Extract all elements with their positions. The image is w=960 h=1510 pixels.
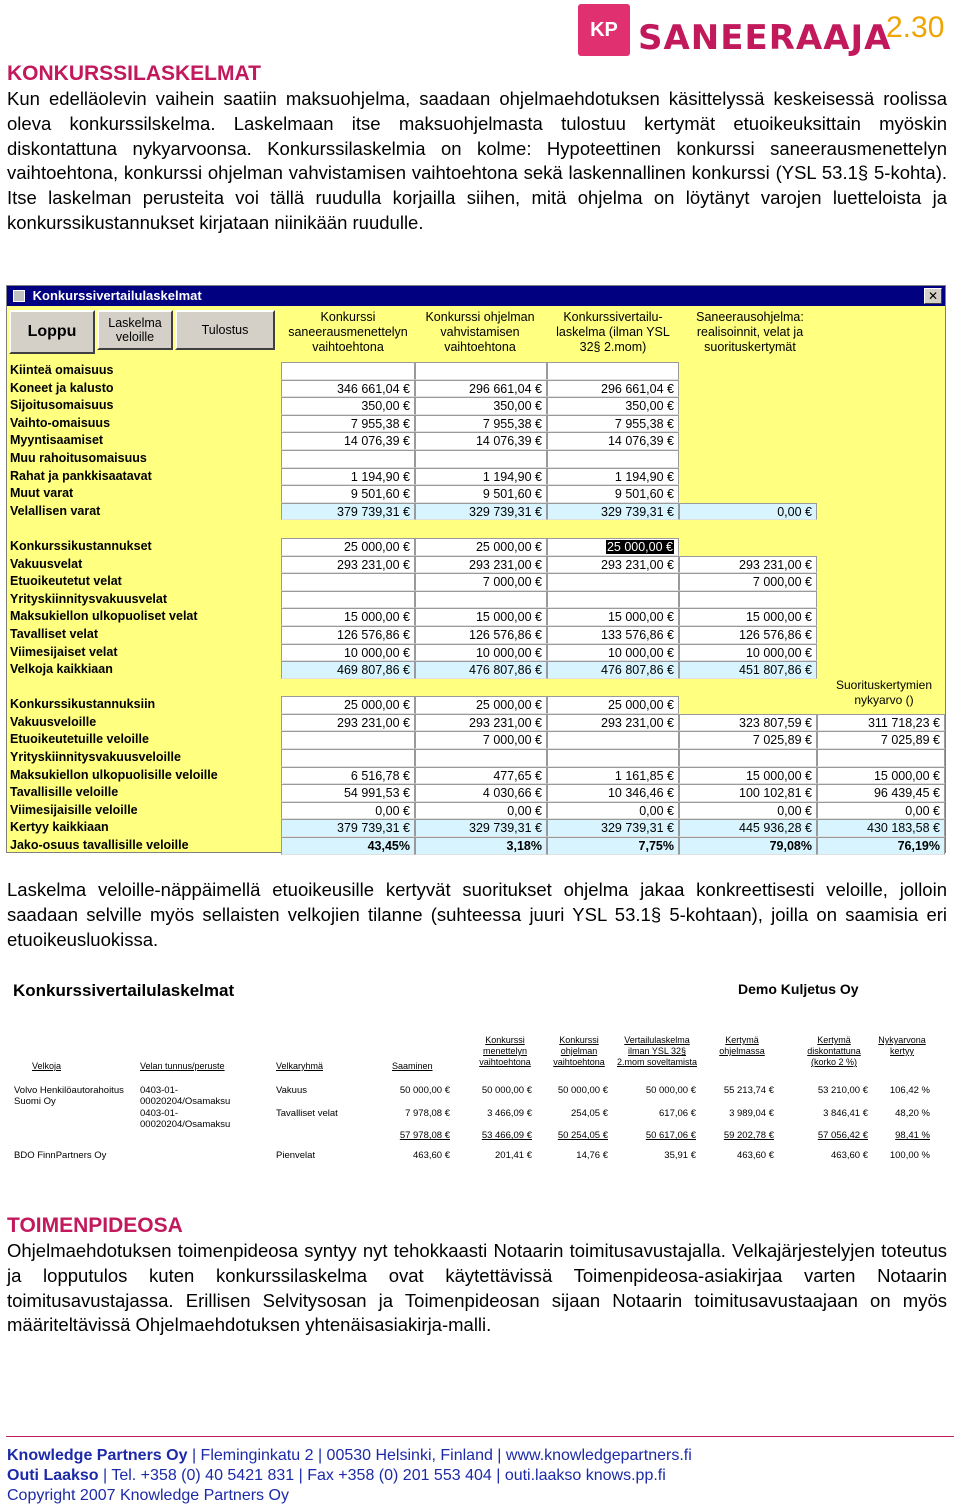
column-5-values bbox=[817, 362, 945, 855]
grid-cell[interactable] bbox=[679, 749, 817, 767]
row-label: Koneet ja kalusto bbox=[10, 380, 114, 395]
grid-cell[interactable]: 15 000,00 € bbox=[679, 767, 817, 785]
grid-cell[interactable] bbox=[415, 362, 547, 380]
report-value: 106,42 % bbox=[889, 1085, 930, 1096]
grid-cell[interactable]: 25 000,00 € bbox=[281, 696, 415, 714]
report-title: Konkurssivertailulaskelmat bbox=[13, 981, 235, 1000]
report-header-k2: Konkurssi ohjelman vaihtoehtona bbox=[553, 1035, 605, 1067]
grid-cell[interactable]: 96 439,45 € bbox=[817, 784, 945, 802]
row-label: Etuoikeutetuille veloille bbox=[10, 732, 149, 747]
grid-cell[interactable] bbox=[415, 450, 547, 468]
grid-cell[interactable]: 3,18% bbox=[415, 837, 547, 855]
grid-cell[interactable]: 379 739,31 € bbox=[281, 503, 415, 521]
grid-cell[interactable]: 0,00 € bbox=[679, 503, 817, 521]
grid-cell bbox=[281, 679, 415, 697]
report-header-velkoja: Velkoja bbox=[32, 1061, 62, 1071]
row-label: Muut varat bbox=[10, 486, 74, 501]
grid-cell[interactable]: 14 076,39 € bbox=[547, 432, 679, 450]
grid-cell bbox=[415, 520, 547, 538]
report-header-k3: Vertailulaskelma ilman YSL 32§ 2.mom soveltamista bbox=[616, 1035, 698, 1067]
footer-person: Outi Laakso bbox=[7, 1467, 99, 1484]
grid-cell[interactable]: 4 030,66 € bbox=[415, 784, 547, 802]
grid-cell[interactable]: 25 000,00 € bbox=[281, 538, 415, 556]
section-text-toimenpideosa: Ohjelmaehdotuksen toimenpideosa syntyy nyt tehokkaasti Notaarin toimitusavustajalla. Velkajärjestelyjen toteutus ja lopputulos kuten konkurssilaskelma ovat käytettävissä Toimenpideosa-asiakirjaa varten Notaarin toimitusavustajassa. Erillisen Selvitysosan ja Toimenpideosan sijaan Notaarin toimitusavustaajaan on myös määriteltävissä Ohjelmaehdotuksen yhtenäisasiakirja-malli. bbox=[7, 1240, 947, 1336]
grid-cell[interactable]: 15 000,00 € bbox=[817, 767, 945, 785]
grid-cell[interactable]: 9 501,60 € bbox=[547, 485, 679, 503]
grid-cell[interactable]: 14 076,39 € bbox=[415, 432, 547, 450]
report-value: 3 989,04 € bbox=[729, 1108, 774, 1119]
report-company: Demo Kuljetus Oy bbox=[738, 981, 859, 997]
grid-cell[interactable]: 7 000,00 € bbox=[415, 731, 547, 749]
report-value: 57 978,08 € bbox=[399, 1130, 450, 1141]
grid-cell[interactable]: 100 102,81 € bbox=[679, 784, 817, 802]
report-value: 50 000,00 € bbox=[557, 1085, 608, 1096]
grid-cell bbox=[817, 397, 945, 415]
row-label: Vaihto-omaisuus bbox=[10, 415, 111, 430]
grid-cell[interactable] bbox=[281, 591, 415, 609]
report-value: 59 202,78 € bbox=[723, 1130, 774, 1141]
grid-cell bbox=[679, 432, 817, 450]
grid-cell[interactable] bbox=[547, 731, 679, 749]
grid-cell bbox=[817, 626, 945, 644]
grid-cell[interactable]: 10 000,00 € bbox=[281, 644, 415, 662]
konkurssivertailu-window bbox=[6, 285, 946, 853]
grid-cell[interactable] bbox=[547, 450, 679, 468]
row-label: Yrityskiinnitysvakuusvelat bbox=[10, 591, 168, 606]
grid-cell[interactable] bbox=[281, 362, 415, 380]
grid-cell[interactable]: 126 576,86 € bbox=[281, 626, 415, 644]
column-1-values bbox=[281, 362, 415, 855]
row-label: Kertyy kaikkiaan bbox=[10, 820, 109, 835]
grid-cell[interactable]: 293 231,00 € bbox=[547, 556, 679, 574]
row-label: Rahat ja pankkisaatavat bbox=[10, 468, 152, 483]
grid-cell[interactable]: 329 739,31 € bbox=[547, 503, 679, 521]
report-value: 201,41 € bbox=[495, 1150, 532, 1161]
grid-cell[interactable]: 76,19% bbox=[817, 837, 945, 855]
grid-cell bbox=[679, 397, 817, 415]
grid-cell[interactable]: 293 231,00 € bbox=[281, 556, 415, 574]
grid-cell[interactable]: 7,75% bbox=[547, 837, 679, 855]
grid-cell[interactable]: 293 231,00 € bbox=[281, 714, 415, 732]
grid-cell bbox=[547, 520, 679, 538]
report-value: 35,91 € bbox=[664, 1150, 696, 1161]
grid-cell bbox=[679, 679, 817, 697]
grid-cell[interactable]: 0,00 € bbox=[547, 802, 679, 820]
window-titlebar bbox=[7, 286, 945, 306]
row-label: Jako-osuus tavallisille veloille bbox=[10, 838, 189, 853]
report-group-2: Tavalliset velat bbox=[276, 1108, 338, 1119]
report-header-k4: Kertymä ohjelmassa bbox=[719, 1035, 765, 1056]
grid-cell[interactable]: 25 000,00 € bbox=[415, 538, 547, 556]
grid-cell[interactable]: 323 807,59 € bbox=[679, 714, 817, 732]
grid-cell bbox=[817, 468, 945, 486]
footer-line-1 bbox=[7, 1446, 692, 1466]
row-label: Muu rahoitusomaisuus bbox=[10, 450, 147, 465]
grid-cell[interactable]: 1 194,90 € bbox=[415, 468, 547, 486]
grid-cell[interactable] bbox=[415, 591, 547, 609]
grid-cell[interactable]: 346 661,04 € bbox=[281, 380, 415, 398]
grid-cell[interactable]: 9 501,60 € bbox=[281, 485, 415, 503]
row-label: Vakuusveloille bbox=[10, 714, 97, 729]
grid-cell bbox=[817, 591, 945, 609]
grid-cell[interactable]: 43,45% bbox=[281, 837, 415, 855]
grid-cell[interactable]: 476 807,86 € bbox=[547, 661, 679, 679]
row-label: Konkurssikustannuksiin bbox=[10, 697, 156, 712]
section-text-laskelma-veloille: Laskelma veloille-näppäimellä etuoikeusille kertyvät suoritukset ohjelma jakaa konkreettisesti veloille, jolloin saadaan selville myös sellaisten velkojien tilanne (suhteessa juuri YSL 53.1§ 5-kohtaan), joilla on saamisia eri etuoikeusluokissa. bbox=[7, 879, 947, 950]
row-label bbox=[8, 679, 280, 697]
grid-cell[interactable] bbox=[281, 573, 415, 591]
grid-cell[interactable]: 329 739,31 € bbox=[547, 819, 679, 837]
grid-cell[interactable] bbox=[281, 450, 415, 468]
row-label: Viimesijaisille veloille bbox=[10, 802, 138, 817]
grid-cell[interactable]: 9 501,60 € bbox=[415, 485, 547, 503]
report-value: 53 210,00 € bbox=[817, 1085, 868, 1096]
grid-cell[interactable]: 14 076,39 € bbox=[281, 432, 415, 450]
section-text-konkurssilaskelmat: Kun edelläolevin vaihein saatiin maksuohjelma, saadaan ohjelmaehdotuksen käsittelyssä keskeisessä roolissa oleva konkurssilskelma. Laskelmaan itse maksuohjelmasta tulostuu kertymät etuoikeuksittain myöskin diskontattuna nykyarvoonsa. Konkurssilaskelmia on kolme: Hypoteettinen konkurssi saneerausmenettelyn vaihtoehtona, konkurssi ohjelman vahvistamisen vaihtoehtona sekä laskennallinen konkurssi (YSL 53.1§ 5-kohta). Itse laskelman perusteita voi tällä ruudulla korjailla siihen, mitä ohjelma on löytänyt varojen luetteloista ja konkurssikustannukset kirjataan niinikään ruudulle. bbox=[7, 88, 947, 233]
row-label: Velallisen varat bbox=[10, 503, 101, 518]
tulostus-button[interactable]: Tulostus bbox=[175, 310, 275, 350]
grid-cell bbox=[817, 450, 945, 468]
column-4-values bbox=[679, 362, 817, 855]
loppu-button[interactable]: Loppu bbox=[9, 310, 95, 354]
row-label: Konkurssikustannukset bbox=[10, 538, 152, 553]
report-header-velkaryhma: Velkaryhmä bbox=[276, 1061, 324, 1071]
grid-cell[interactable]: 126 576,86 € bbox=[415, 626, 547, 644]
report-value: 7 978,08 € bbox=[405, 1108, 450, 1119]
report-header-k6: Nykyarvona kertyy bbox=[878, 1035, 926, 1056]
grid-cell[interactable]: 7 955,38 € bbox=[281, 415, 415, 433]
row-label: Maksukiellon ulkopuolisille veloille bbox=[10, 767, 218, 782]
report-value: 50 000,00 € bbox=[481, 1085, 532, 1096]
report-tunnus-1b: 0403-01-00020204/Osamaksu bbox=[140, 1108, 231, 1130]
grid-cell bbox=[817, 380, 945, 398]
grid-cell[interactable]: 25 000,00 € bbox=[547, 538, 679, 556]
grid-cell bbox=[679, 696, 817, 714]
grid-cell[interactable] bbox=[547, 573, 679, 591]
report-header-k1: Konkurssi menettelyn vaihtoehtona bbox=[479, 1035, 531, 1067]
grid-cell[interactable]: 469 807,86 € bbox=[281, 661, 415, 679]
row-labels bbox=[8, 362, 280, 855]
grid-cell bbox=[679, 380, 817, 398]
grid-cell[interactable]: 1 194,90 € bbox=[281, 468, 415, 486]
report-creditor-2: BDO FinnPartners Oy bbox=[14, 1150, 107, 1161]
report-value: 14,76 € bbox=[576, 1150, 608, 1161]
grid-cell[interactable]: 7 955,38 € bbox=[547, 415, 679, 433]
grid-cell[interactable] bbox=[817, 749, 945, 767]
grid-cell[interactable] bbox=[281, 731, 415, 749]
grid-cell bbox=[817, 556, 945, 574]
window-title: Konkurssivertailulaskelmat bbox=[32, 288, 202, 303]
row-label: Myyntisaamiset bbox=[10, 433, 104, 448]
grid-cell[interactable]: 10 000,00 € bbox=[679, 644, 817, 662]
version-label: 2.30 bbox=[886, 11, 945, 44]
report-preview bbox=[8, 975, 948, 1165]
row-label: Viimesijaiset velat bbox=[10, 644, 118, 659]
grid-cell[interactable]: 54 991,53 € bbox=[281, 784, 415, 802]
row-label: Yrityskiinnitysvakuusveloille bbox=[10, 750, 181, 765]
grid-cell[interactable]: 25 000,00 € bbox=[415, 696, 547, 714]
grid-cell[interactable] bbox=[679, 591, 817, 609]
grid-cell bbox=[817, 520, 945, 538]
app-icon bbox=[13, 290, 25, 302]
suorituskertymat-note: Suorituskertymien nykyarvo () bbox=[835, 678, 933, 707]
grid-cell[interactable]: 0,00 € bbox=[415, 802, 547, 820]
report-value: 98,41 % bbox=[895, 1130, 930, 1141]
grid-cell[interactable]: 293 231,00 € bbox=[679, 556, 817, 574]
grid-cell[interactable]: 7 000,00 € bbox=[679, 573, 817, 591]
column-2-values bbox=[415, 362, 547, 855]
brand-name: SANEERAAJA bbox=[638, 18, 892, 58]
grid-cell[interactable]: 10 000,00 € bbox=[415, 644, 547, 662]
grid-cell[interactable]: 293 231,00 € bbox=[415, 714, 547, 732]
grid-cell[interactable]: 445 936,28 € bbox=[679, 819, 817, 837]
grid-cell[interactable]: 476 807,86 € bbox=[415, 661, 547, 679]
row-label: Vakuusvelat bbox=[10, 556, 83, 571]
report-group-1: Vakuus bbox=[276, 1085, 307, 1096]
grid-cell[interactable]: 430 183,58 € bbox=[817, 819, 945, 837]
grid-cell[interactable]: 10 000,00 € bbox=[547, 644, 679, 662]
grid-cell[interactable]: 15 000,00 € bbox=[415, 608, 547, 626]
kp-logo-mark: KP bbox=[578, 4, 630, 56]
grid-cell[interactable]: 25 000,00 € bbox=[547, 696, 679, 714]
report-value: 617,06 € bbox=[659, 1108, 696, 1119]
grid-cell bbox=[415, 679, 547, 697]
grid-cell[interactable]: 329 739,31 € bbox=[415, 819, 547, 837]
grid-cell[interactable] bbox=[415, 749, 547, 767]
grid-cell[interactable]: 6 516,78 € bbox=[281, 767, 415, 785]
grid-cell bbox=[817, 661, 945, 679]
grid-cell[interactable] bbox=[547, 749, 679, 767]
footer-divider bbox=[6, 1436, 954, 1437]
row-label: Tavalliset velat bbox=[10, 626, 99, 641]
grid-cell[interactable]: 477,65 € bbox=[415, 767, 547, 785]
column-header-2: Konkurssi ohjelman vahvistamisen vaihtoehtona bbox=[425, 310, 535, 354]
grid-cell[interactable]: 0,00 € bbox=[281, 802, 415, 820]
grid-cell[interactable]: 79,08% bbox=[679, 837, 817, 855]
grid-cell bbox=[817, 538, 945, 556]
grid-cell bbox=[817, 485, 945, 503]
saneeraaja-logo bbox=[578, 4, 950, 60]
report-value: 50 000,00 € bbox=[645, 1085, 696, 1096]
grid-cell bbox=[547, 679, 679, 697]
row-label: Velkoja kaikkiaan bbox=[10, 662, 113, 677]
grid-cell[interactable]: 379 739,31 € bbox=[281, 819, 415, 837]
row-label: Tavallisille veloille bbox=[10, 785, 119, 800]
report-header-saaminen: Saaminen bbox=[392, 1061, 433, 1071]
report-header-k5: Kertymä diskontattuna (korko 2 %) bbox=[807, 1035, 861, 1067]
close-button[interactable]: ✕ bbox=[924, 288, 942, 304]
row-label: Etuoikeutetut velat bbox=[10, 574, 122, 589]
report-group-3: Pienvelat bbox=[276, 1150, 316, 1161]
report-header-tunnus: Velan tunnus/peruste bbox=[140, 1061, 225, 1071]
grid-cell[interactable]: 15 000,00 € bbox=[281, 608, 415, 626]
footer-copyright: Copyright 2007 Knowledge Partners Oy bbox=[7, 1487, 289, 1504]
laskelma-veloille-button[interactable]: Laskelma veloille bbox=[97, 310, 173, 350]
grid-cell[interactable]: 0,00 € bbox=[817, 802, 945, 820]
grid-cell bbox=[817, 432, 945, 450]
grid-cell[interactable]: 15 000,00 € bbox=[679, 608, 817, 626]
grid-cell bbox=[817, 644, 945, 662]
grid-cell bbox=[679, 538, 817, 556]
footer-contact: | Tel. +358 (0) 40 5421 831 | Fax +358 (0) 201 553 404 | outi.laakso knows.pp.fi bbox=[98, 1467, 666, 1484]
grid-cell[interactable]: 0,00 € bbox=[679, 802, 817, 820]
section-heading-konkurssilaskelmat: KONKURSSILASKELMAT bbox=[7, 62, 261, 85]
grid-cell[interactable] bbox=[281, 749, 415, 767]
grid-cell bbox=[679, 415, 817, 433]
grid-cell[interactable]: 7 955,38 € bbox=[415, 415, 547, 433]
grid-cell[interactable]: 293 231,00 € bbox=[547, 714, 679, 732]
row-label bbox=[8, 520, 280, 538]
grid-cell[interactable]: 126 576,86 € bbox=[679, 626, 817, 644]
column-header-3: Konkurssivertailu-laskelma (ilman YSL 32§ 2.mom) bbox=[556, 310, 670, 354]
grid-cell[interactable]: 296 661,04 € bbox=[547, 380, 679, 398]
report-value: 463,60 € bbox=[831, 1150, 868, 1161]
report-value: 463,60 € bbox=[413, 1150, 450, 1161]
grid-cell[interactable]: 350,00 € bbox=[281, 397, 415, 415]
report-value: 50 254,05 € bbox=[557, 1130, 608, 1141]
grid-cell[interactable]: 350,00 € bbox=[547, 397, 679, 415]
grid-cell[interactable]: 1 194,90 € bbox=[547, 468, 679, 486]
grid-cell[interactable] bbox=[547, 362, 679, 380]
report-value: 50 000,00 € bbox=[399, 1085, 450, 1096]
grid-cell bbox=[679, 450, 817, 468]
grid-cell[interactable]: 293 231,00 € bbox=[415, 556, 547, 574]
report-value: 57 056,42 € bbox=[817, 1130, 868, 1141]
section-heading-toimenpideosa: TOIMENPIDEOSA bbox=[7, 1214, 183, 1237]
grid-cell[interactable]: 451 807,86 € bbox=[679, 661, 817, 679]
grid-cell bbox=[817, 503, 945, 521]
report-value: 254,05 € bbox=[571, 1108, 608, 1119]
grid-cell[interactable]: 10 346,46 € bbox=[547, 784, 679, 802]
row-label: Kiinteä omaisuus bbox=[10, 363, 114, 377]
column-header-1: Konkurssi saneerausmenettelyn vaihtoehtona bbox=[288, 310, 408, 354]
grid-cell[interactable] bbox=[547, 591, 679, 609]
grid-cell bbox=[817, 573, 945, 591]
grid-cell bbox=[817, 608, 945, 626]
grid-cell[interactable]: 329 739,31 € bbox=[415, 503, 547, 521]
grid-cell[interactable]: 15 000,00 € bbox=[547, 608, 679, 626]
report-value: 3 466,09 € bbox=[487, 1108, 532, 1119]
report-value: 3 846,41 € bbox=[823, 1108, 868, 1119]
grid-cell bbox=[679, 485, 817, 503]
grid-cell[interactable]: 133 576,86 € bbox=[547, 626, 679, 644]
grid-cell bbox=[679, 362, 817, 380]
grid-cell bbox=[679, 468, 817, 486]
footer-company: Knowledge Partners Oy bbox=[7, 1447, 188, 1464]
grid-cell bbox=[679, 520, 817, 538]
report-value: 55 213,74 € bbox=[723, 1085, 774, 1096]
grid-cell[interactable]: 7 025,89 € bbox=[817, 731, 945, 749]
report-value: 100,00 % bbox=[889, 1150, 930, 1161]
report-value: 463,60 € bbox=[737, 1150, 774, 1161]
grid-cell[interactable]: 350,00 € bbox=[415, 397, 547, 415]
grid-cell[interactable]: 1 161,85 € bbox=[547, 767, 679, 785]
grid-cell[interactable]: 311 718,23 € bbox=[817, 714, 945, 732]
report-value: 53 466,09 € bbox=[481, 1130, 532, 1141]
footer-line-2 bbox=[7, 1466, 666, 1486]
grid-cell[interactable]: 7 025,89 € bbox=[679, 731, 817, 749]
footer-address: | Fleminginkatu 2 | 00530 Helsinki, Finland | www.knowledgepartners.fi bbox=[187, 1447, 692, 1464]
report-value: 48,20 % bbox=[895, 1108, 930, 1119]
grid-cell bbox=[817, 415, 945, 433]
report-tunnus-1a: 0403-01-00020204/Osamaksu bbox=[140, 1085, 231, 1107]
row-label: Sijoitusomaisuus bbox=[10, 398, 114, 413]
column-3-values bbox=[547, 362, 679, 855]
grid-cell[interactable]: 296 661,04 € bbox=[415, 380, 547, 398]
grid-cell bbox=[281, 520, 415, 538]
grid-cell[interactable]: 7 000,00 € bbox=[415, 573, 547, 591]
grid-cell bbox=[817, 362, 945, 380]
row-label: Maksukiellon ulkopuoliset velat bbox=[10, 609, 198, 624]
column-header-4: Saneerausohjelma: realisoinnit, velat ja suorituskertymät bbox=[696, 310, 804, 354]
report-value: 50 617,06 € bbox=[645, 1130, 696, 1141]
report-creditor-1: Volvo Henkilöautorahoitus Suomi Oy bbox=[14, 1085, 124, 1107]
